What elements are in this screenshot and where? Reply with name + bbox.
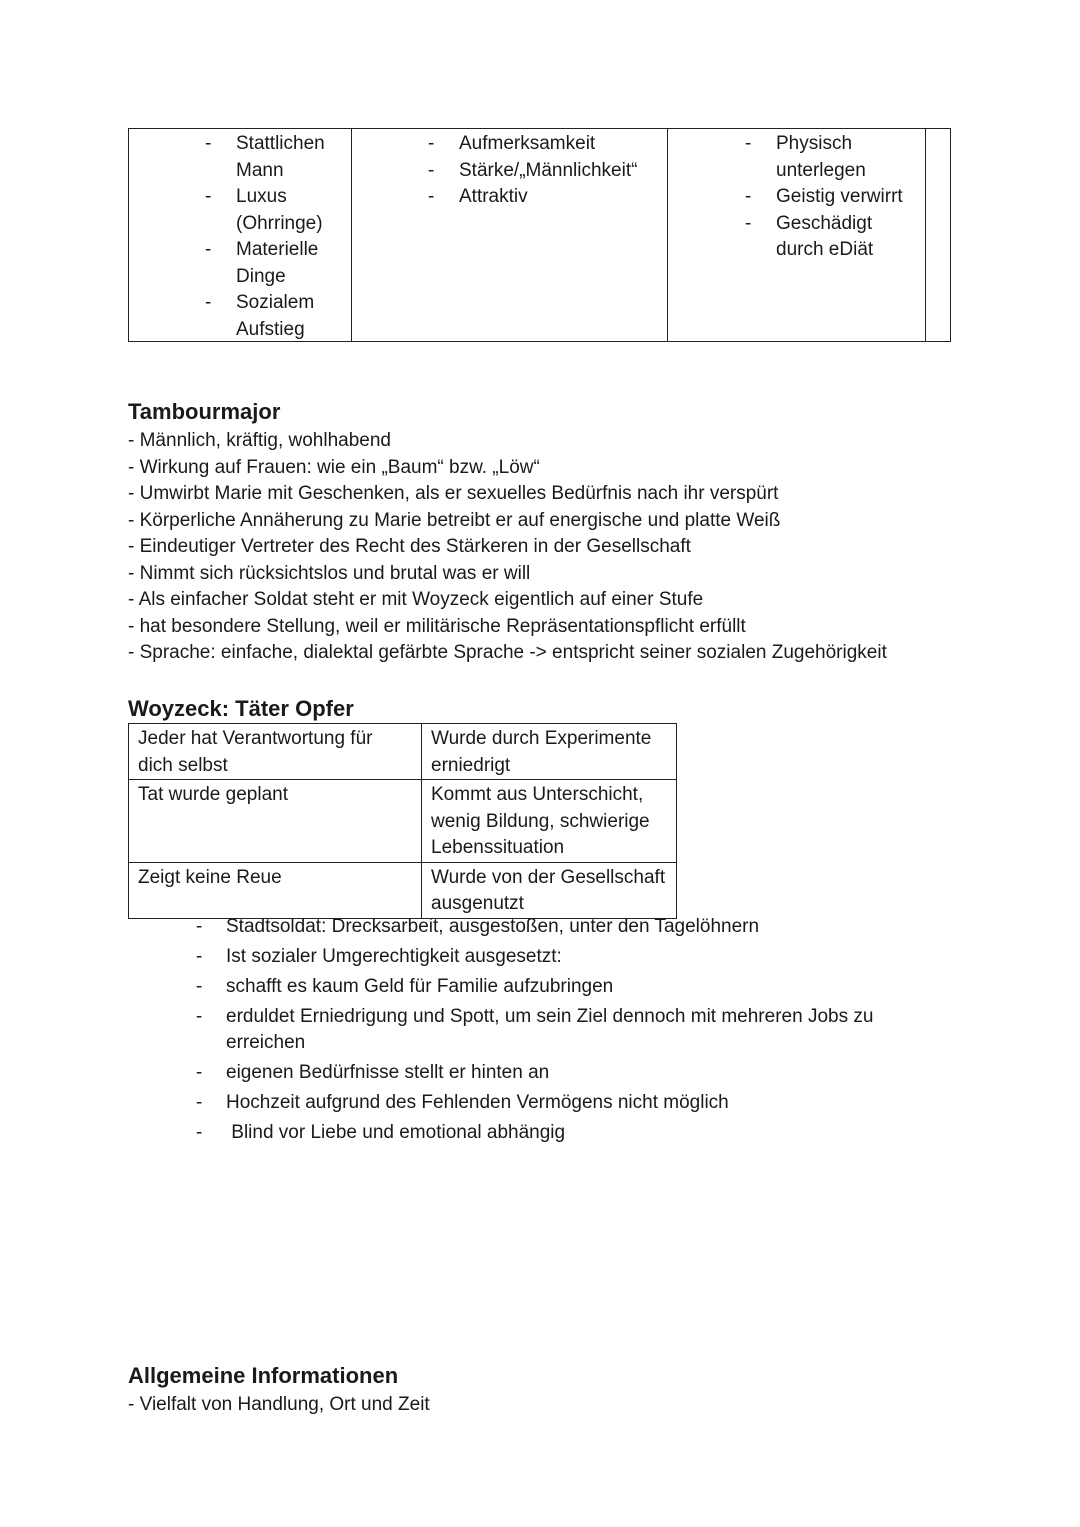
tambourmajor-list xyxy=(128,428,1048,667)
list-item: - Als einfacher Soldat steht er mit Woyzeck eigentlich auf einer Stufe xyxy=(128,587,1048,614)
section-heading-tambourmajor: Tambourmajor xyxy=(128,399,281,424)
table-col-3 xyxy=(745,131,921,264)
table-cell: Tat wurde geplant xyxy=(129,780,422,863)
section-heading-woyzeck: Woyzeck: Täter Opfer xyxy=(128,696,354,721)
table-cell: Zeigt keine Reue xyxy=(129,862,422,918)
taeter-opfer-table xyxy=(128,723,677,919)
list-item: - eigenen Bedürfnisse stellt er hinten an xyxy=(196,1060,926,1086)
table-cell: Wurde von der Gesellschaft ausgenutzt xyxy=(422,862,677,918)
list-item: - Körperliche Annäherung zu Marie betreibt er auf energische und platte Weiß xyxy=(128,508,1048,535)
list-item: - hat besondere Stellung, weil er militärische Repräsentationspflicht erfüllt xyxy=(128,614,1048,641)
woyzeck-list xyxy=(196,914,926,1150)
list-item: - Stärke/„Männlichkeit“ xyxy=(428,158,663,185)
list-item: - Attraktiv xyxy=(428,184,663,211)
section-heading-allgemein: Allgemeine Informationen xyxy=(128,1363,399,1388)
table-row xyxy=(129,780,677,863)
table-cell: Kommt aus Unterschicht, wenig Bildung, schwierige Lebenssituation xyxy=(422,780,677,863)
list-item: - Umwirbt Marie mit Geschenken, als er sexuelles Bedürfnis nach ihr verspürt xyxy=(128,481,1048,508)
list-item: - Nimmt sich rücksichtslos und brutal was er will xyxy=(128,561,1048,588)
list-item: - Stattlichen Mann xyxy=(205,131,345,184)
table-divider xyxy=(351,129,352,341)
list-item: - Vielfalt von Handlung, Ort und Zeit xyxy=(128,1392,1028,1419)
table-cell: Wurde durch Experimente erniedrigt xyxy=(422,724,677,780)
table-col-1 xyxy=(205,131,345,343)
table-col-2 xyxy=(428,131,663,211)
list-item: - Materielle Dinge xyxy=(205,237,345,290)
list-item: - Physisch unterlegen xyxy=(745,131,921,184)
allgemein-list xyxy=(128,1392,1028,1419)
table-row xyxy=(129,862,677,918)
list-item: - Geistig verwirrt xyxy=(745,184,921,211)
table-row xyxy=(129,724,677,780)
list-item: - Ist sozialer Umgerechtigkeit ausgesetzt: xyxy=(196,944,926,970)
list-item: - Blind vor Liebe und emotional abhängig xyxy=(196,1120,926,1146)
list-item: - Geschädigt durch eDiät xyxy=(745,211,921,264)
list-item: - Eindeutiger Vertreter des Recht des Stärkeren in der Gesellschaft xyxy=(128,534,1048,561)
table-divider xyxy=(925,129,926,341)
table-divider xyxy=(667,129,668,341)
list-item: - Sprache: einfache, dialektal gefärbte Sprache -> entspricht seiner sozialen Zugehörigkeit xyxy=(128,640,1048,667)
list-item: - erduldet Erniedrigung und Spott, um sein Ziel dennoch mit mehreren Jobs zu erreichen xyxy=(196,1004,926,1056)
list-item: - Luxus (Ohrringe) xyxy=(205,184,345,237)
list-item: - Aufmerksamkeit xyxy=(428,131,663,158)
list-item: - Stadtsoldat: Drecksarbeit, ausgestoßen, unter den Tagelöhnern xyxy=(196,914,926,940)
list-item: - Wirkung auf Frauen: wie ein „Baum“ bzw. „Löw“ xyxy=(128,455,1048,482)
list-item: - Sozialem Aufstieg xyxy=(205,290,345,343)
list-item: - schafft es kaum Geld für Familie aufzubringen xyxy=(196,974,926,1000)
character-table xyxy=(128,128,951,342)
table-cell: Jeder hat Verantwortung für dich selbst xyxy=(129,724,422,780)
list-item: - Männlich, kräftig, wohlhabend xyxy=(128,428,1048,455)
list-item: - Hochzeit aufgrund des Fehlenden Vermögens nicht möglich xyxy=(196,1090,926,1116)
